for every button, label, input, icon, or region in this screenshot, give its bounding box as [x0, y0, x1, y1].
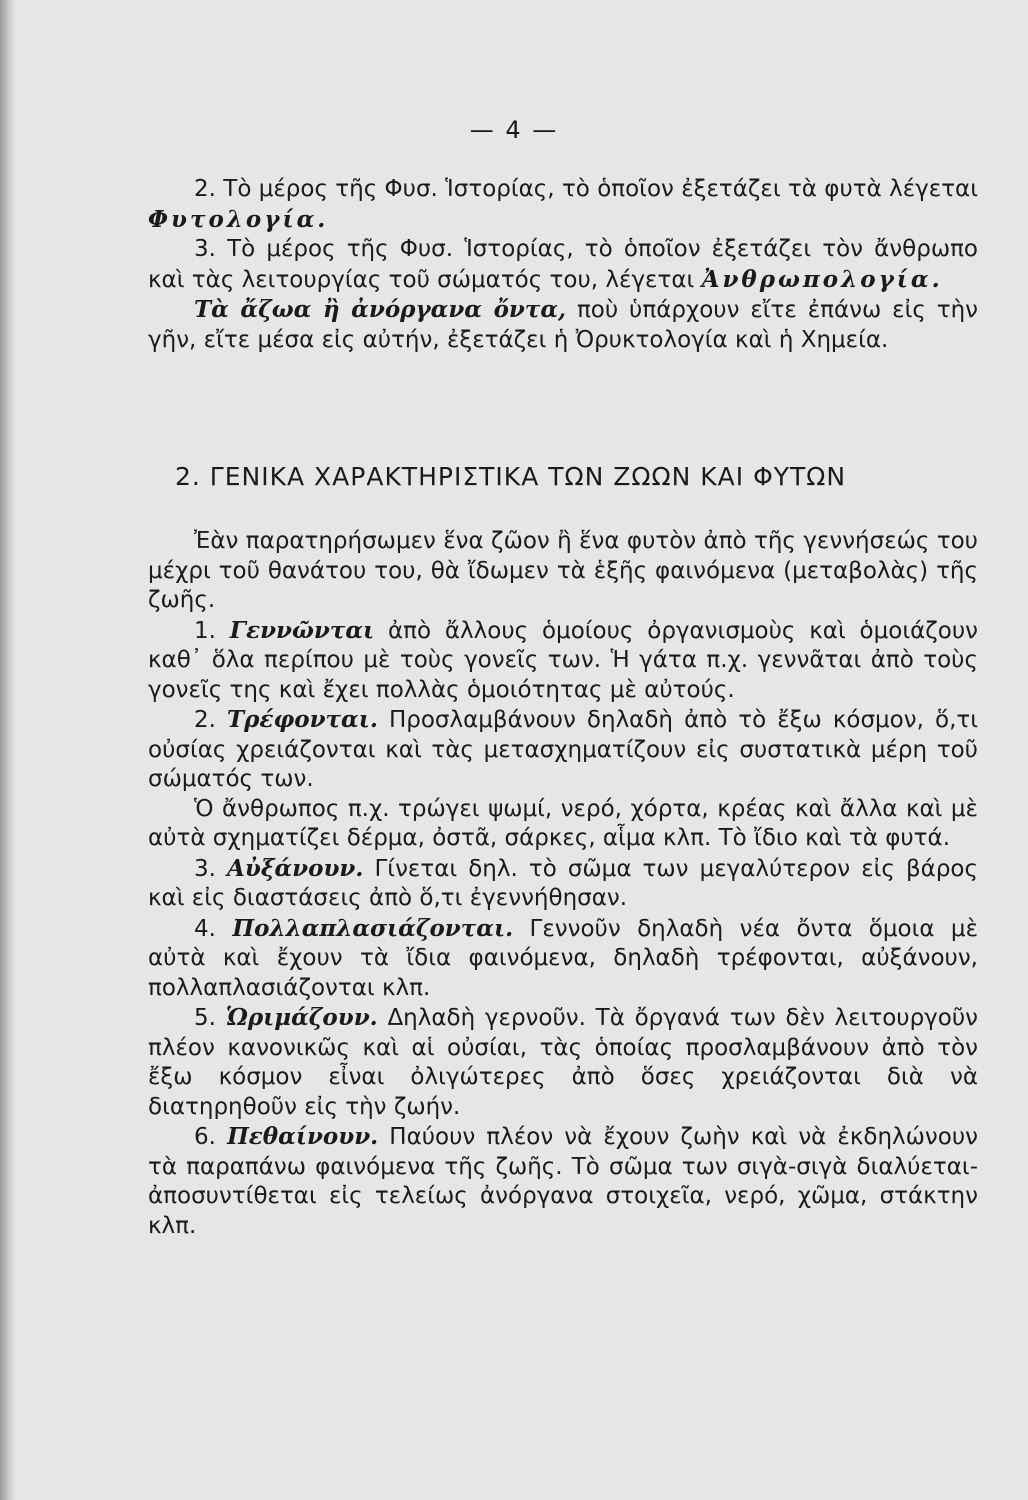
- list-item: 3. Αὐξάνουν. Γίνεται δηλ. τὸ σῶμα των μεγαλύτερον εἰς βάρος καὶ εἰς διαστάσεις ἀπὸ ὅ,τι ἐγεννήθησαν.: [148, 854, 979, 911]
- page-number: — 4 —: [469, 116, 559, 144]
- list-item: 1. Γεννῶνται ἀπὸ ἄλλους ὁμοίους ὀργανισμοὺς καὶ ὁμοιάζουν καθ᾿ ὅλα περίπου μὲ τοὺς γονεῖς των. Ἡ γάτα π.χ. γεννᾶται ἀπὸ τοὺς γονεῖς της καὶ ἔχει πολλὰς ὁμοιότητας μὲ αὐτούς.: [148, 616, 979, 703]
- term-inorganic: Τὰ ἄζωα ἢ ἀνόργανα ὄντα,: [194, 296, 567, 323]
- term-phytology: Φυτολογία.: [148, 205, 329, 233]
- item-term: Πεθαίνουν.: [227, 1123, 379, 1150]
- paragraph-phytology: 2. Τὸ μέρος τῆς Φυσ. Ἱστορίας, τὸ ὁποῖον ἐξετάζει τὰ φυτὰ λέγεται Φυτολογία.: [148, 176, 978, 233]
- section-heading: 2. ΓΕΝΙΚΑ ΧΑΡΑΚΤΗΡΙΣΤΙΚΑ ΤΩΝ ΖΩΩΝ ΚΑΙ ΦΥΤΩΝ: [175, 462, 847, 491]
- paragraph-inorganic: Τὰ ἄζωα ἢ ἀνόργανα ὄντα, ποὺ ὑπάρχουν εἴτε ἐπάνω εἰς τὴν γῆν, εἴτε μέσα εἰς αὐτήν, ἐξετάζει ἡ Ὀρυκτολογία καὶ ἡ Χημεία.: [148, 296, 978, 353]
- section-intro: Ἐὰν παρατηρήσωμεν ἕνα ζῶον ἢ ἕνα φυτὸν ἀπὸ τῆς γεννήσεώς του μέχρι τοῦ θανάτου του, θὰ ἴδωμεν τὰ ἑξῆς φαινόμενα (μεταβολὰς) τῆς ζωῆς.: [148, 528, 978, 613]
- term-anthropology: Ἀνθρωπολογία.: [701, 265, 943, 293]
- item-term: Πολλαπλασιάζονται.: [232, 914, 514, 942]
- section-body: [148, 527, 978, 1241]
- example-paragraph: Ὁ ἄνθρωπος π.χ. τρώγει ψωμί, νερό, χόρτα, κρέας καὶ ἄλλα καὶ μὲ αὐτὰ σχηματίζει δέρμα, ὀστᾶ, σάρκες, αἷμα κλπ. Τὸ ἴδιο καὶ τὰ φυτά.: [148, 795, 978, 851]
- item-term: Ὡριμάζουν.: [225, 1004, 378, 1031]
- item-term: Γεννῶνται: [229, 616, 375, 644]
- paragraph-anthropology: 3. Τὸ μέρος τῆς Φυσ. Ἱστορίας, τὸ ὁποῖον ἐξετάζει τὸν ἄνθρωπο καὶ τὰς λειτουργίας τοῦ σώματός του, λέγεται Ἀνθρωπολογία.: [148, 236, 978, 293]
- list-item: 2. Τρέφονται. Προσλαμβάνουν δηλαδὴ ἀπὸ τὸ ἔξω κόσμον, ὅ,τι οὐσίας χρειάζονται καὶ τὰς μετασχηματίζουν εἰς συστατικὰ μέρη τοῦ σώματός των.: [148, 706, 979, 792]
- list-item: 6. Πεθαίνουν. Παύουν πλέον νὰ ἔχουν ζωὴν καὶ νὰ ἐκδηλώνουν τὰ παραπάνω φαινόμενα τῆς ζωῆς. Τὸ σῶμα των σιγὰ-σιγὰ διαλύεται-ἀποσυντίθεται εἰς τελείως ἀνόργανα στοιχεῖα, νερό, χῶμα, στάκτην κλπ.: [148, 1123, 979, 1239]
- list-item: 5. Ὡριμάζουν. Δηλαδὴ γερνοῦν. Τὰ ὄργανά των δὲν λειτουργοῦν πλέον κανονικῶς καὶ αἱ οὐσίαι, τὰς ὁποίας προσλαμβάνουν ἀπὸ τὸν ἔξω κόσμον εἶναι ὀλιγώτερες ἀπὸ ὅσες χρειάζονται διὰ νὰ διατηρηθοῦν εἰς τὴν ζωήν.: [148, 1004, 979, 1120]
- list-item: 4. Πολλαπλασιάζονται. Γεννοῦν δηλαδὴ νέα ὄντα ὅμοια μὲ αὐτὰ καὶ ἔχουν τὰ ἴδια φαινόμενα, δηλαδὴ τρέφονται, αὐξάνουν, πολλαπλασιάζονται κλπ.: [148, 914, 979, 1001]
- item-term: Αὐξάνουν.: [227, 854, 364, 882]
- item-term: Τρέφονται.: [227, 706, 378, 733]
- page-binding-edge: [0, 0, 16, 1500]
- intro-text: [148, 175, 978, 355]
